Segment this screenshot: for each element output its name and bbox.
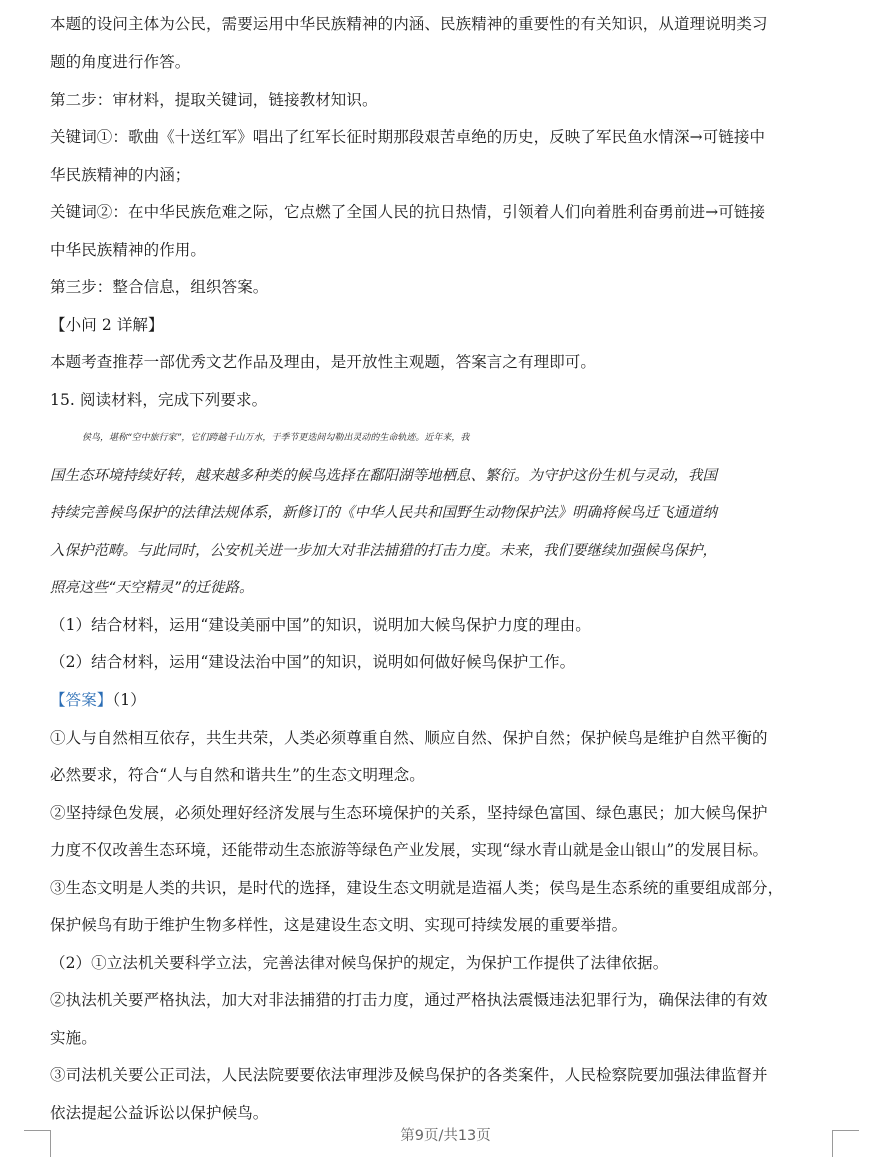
answer-number: （1） bbox=[112, 691, 146, 709]
answer-line: 力度不仅改善生态环境，还能带动生态旅游等绿色产业发展，实现“绿水青山就是金山银山”的发展目标。 bbox=[50, 841, 769, 859]
answer-line: 必然要求，符合“人与自然和谐共生”的生态文明理念。 bbox=[50, 766, 425, 784]
question-title: 15. 阅读材料，完成下列要求。 bbox=[50, 391, 268, 409]
answer-line: ②执法机关要严格执法，加大对非法捕猎的打击力度，通过严格执法震慑违法犯罪行为，确保法律的有效 bbox=[50, 991, 768, 1009]
material-line: 国生态环境持续好转，越来越多种类的候鸟选择在鄱阳湖等地栖息、繁衍。为守护这份生机与灵动，我国 bbox=[50, 468, 717, 484]
text-line: 本题考查推荐一部优秀文艺作品及理由，是开放性主观题，答案言之有理即可。 bbox=[50, 353, 597, 371]
material-line: 照亮这些“天空精灵”的迁徙路。 bbox=[50, 580, 254, 596]
material-line: 侯鸟，堪称“空中旅行家”，它们跨越千山万水，于季节更迭间勾勒出灵动的生命轨迹。近年来，我 bbox=[82, 433, 470, 443]
answer-tag: 【答案】 bbox=[50, 691, 113, 709]
sub-question: （2）结合材料，运用“建设法治中国”的知识，说明如何做好候鸟保护工作。 bbox=[50, 653, 576, 671]
material-line: 持续完善候鸟保护的法律法规体系，新修订的《中华人民共和国野生动物保护法》明确将候鸟迁飞通道纳 bbox=[50, 505, 717, 521]
answer-heading bbox=[50, 689, 850, 711]
answer-line: （2）①立法机关要科学立法，完善法律对候鸟保护的规定，为保护工作提供了法律依据。 bbox=[50, 954, 669, 972]
text-line: 关键词②：在中华民族危难之际，它点燃了全国人民的抗日热情，引领着人们向着胜利奋勇前进→可链接 bbox=[50, 203, 766, 221]
text-line: 华民族精神的内涵； bbox=[50, 166, 191, 184]
answer-line: ②坚持绿色发展，必须处理好经济发展与生态环境保护的关系，坚持绿色富国、绿色惠民；加大候鸟保护 bbox=[50, 804, 768, 822]
text-line: 第二步：审材料，提取关键词，链接教材知识。 bbox=[50, 91, 378, 109]
answer-line: 依法提起公益诉讼以保护候鸟。 bbox=[50, 1104, 269, 1122]
text-line: 本题的设问主体为公民，需要运用中华民族精神的内涵、民族精神的重要性的有关知识，从道理说明类习 bbox=[50, 15, 768, 33]
page-number: 第9页/共13页 bbox=[400, 1128, 491, 1144]
text-line: 第三步：整合信息，组织答案。 bbox=[50, 278, 269, 296]
text-line: 关键词①：歌曲《十送红军》唱出了红军长征时期那段艰苦卓绝的历史，反映了军民鱼水情深→可链接中 bbox=[50, 128, 766, 146]
sub-question: （1）结合材料，运用“建设美丽中国”的知识，说明加大候鸟保护力度的理由。 bbox=[50, 616, 591, 634]
answer-line: ①人与自然相互依存，共生共荣，人类必须尊重自然、顺应自然、保护自然；保护候鸟是维护自然平衡的 bbox=[50, 729, 768, 747]
material-line: 入保护范畴。与此同时，公安机关进一步加大对非法捕猎的打击力度。未来，我们要继续加强候鸟保护， bbox=[50, 543, 717, 559]
section-heading: 【小问 2 详解】 bbox=[50, 316, 164, 334]
answer-line: 保护候鸟有助于维护生物多样性，这是建设生态文明、实现可持续发展的重要举措。 bbox=[50, 916, 628, 934]
answer-line: ③司法机关要公正司法，人民法院要要依法审理涉及候鸟保护的各类案件，人民检察院要加强法律监督并 bbox=[50, 1066, 768, 1084]
text-line: 中华民族精神的作用。 bbox=[50, 241, 207, 259]
answer-line: 实施。 bbox=[50, 1029, 97, 1047]
text-line: 题的角度进行作答。 bbox=[50, 53, 191, 71]
answer-line: ③生态文明是人类的共识，是时代的选择，建设生态文明就是造福人类；侯鸟是生态系统的重要组成部分， bbox=[50, 879, 784, 897]
